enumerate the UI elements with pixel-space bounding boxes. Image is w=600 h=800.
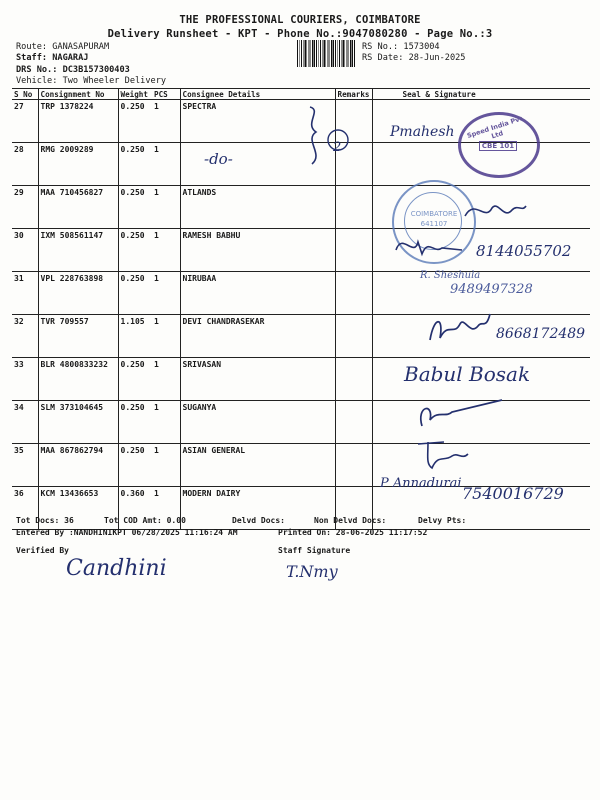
verified-signature: Candhini xyxy=(66,556,167,581)
signature-31-phone: 9489497328 xyxy=(450,282,533,297)
col-sno: S No xyxy=(12,89,38,100)
cell-consignee: ASIAN GENERAL xyxy=(180,444,335,487)
signature-31: R. Sheshula xyxy=(420,270,481,281)
cell-remarks xyxy=(335,272,372,315)
runsheet-subtitle: Delivery Runsheet - KPT - Phone No.:9047080280 - Page No.:3 xyxy=(107,28,493,40)
company-title: THE PROFESSIONAL COURIERS, COIMBATORE xyxy=(179,14,421,26)
cell-pcs: 1 xyxy=(152,315,180,358)
printed-on: Printed On: 28-06-2025 11:17:52 xyxy=(278,528,428,537)
signature-30-scribble xyxy=(392,232,472,262)
verified-by-label: Verified By xyxy=(16,546,69,555)
cell-consignee: NIRUBAA xyxy=(180,272,335,315)
cell-consignee: RAMESH BABHU xyxy=(180,229,335,272)
signature-33: Babul Bosak xyxy=(404,362,531,386)
cell-weight: 1.105 xyxy=(118,315,152,358)
cell-sno: 35 xyxy=(12,444,38,487)
col-pcs: PCS xyxy=(152,89,180,100)
signature-34-scribble xyxy=(412,396,512,432)
cell-consignment: TRP 1378224 xyxy=(38,100,118,143)
cell-consignment: MAA 710456827 xyxy=(38,186,118,229)
cell-pcs: 1 xyxy=(152,444,180,487)
tot-docs: Tot Docs: 36 xyxy=(16,516,74,525)
cell-weight: 0.360 xyxy=(118,487,152,530)
staff-signature: T.Nmy xyxy=(286,562,338,581)
company-seal-city: COIMBATORE xyxy=(410,210,458,218)
table-header-row xyxy=(12,89,590,100)
cell-pcs: 1 xyxy=(152,358,180,401)
cell-weight: 0.250 xyxy=(118,444,152,487)
cell-consignee: DEVI CHANDRASEKAR xyxy=(180,315,335,358)
cell-pcs: 1 xyxy=(152,487,180,530)
cell-pcs: 1 xyxy=(152,186,180,229)
delvd-docs: Delvd Docs: xyxy=(232,516,285,525)
cell-consignee: ATLANDS xyxy=(180,186,335,229)
col-consignee: Consignee Details xyxy=(180,89,335,100)
cell-pcs: 1 xyxy=(152,401,180,444)
cell-remarks xyxy=(335,401,372,444)
cell-weight: 0.250 xyxy=(118,229,152,272)
cell-consignee: SPECTRA xyxy=(180,100,335,143)
cell-remarks xyxy=(335,444,372,487)
col-weight: Weight xyxy=(118,89,152,100)
cell-consignment: MAA 867862794 xyxy=(38,444,118,487)
col-consignment: Consignment No xyxy=(38,89,118,100)
cell-pcs: 1 xyxy=(152,143,180,186)
cell-remarks xyxy=(335,229,372,272)
cell-sno: 27 xyxy=(12,100,38,143)
staff-label: Staff: NAGARAJ xyxy=(16,53,89,63)
cell-sno: 34 xyxy=(12,401,38,444)
cell-sno: 33 xyxy=(12,358,38,401)
signature-30-phone: 8144055702 xyxy=(476,242,572,260)
cell-consignment: BLR 4800833232 xyxy=(38,358,118,401)
ditto-count: 2 xyxy=(333,140,342,155)
cell-sno: 29 xyxy=(12,186,38,229)
cell-weight: 0.250 xyxy=(118,186,152,229)
entered-by: Entered By :NANDHINIKPT 06/28/2025 11:16:24 AM xyxy=(16,528,238,537)
cell-weight: 0.250 xyxy=(118,143,152,186)
tot-cod-amt: Tot COD Amt: 0.00 xyxy=(104,516,186,525)
rs-date-label: RS Date: 28-Jun-2025 xyxy=(362,53,466,63)
route-label: Route: GANASAPURAM xyxy=(16,42,110,52)
delvy-pts: Delvy Pts: xyxy=(418,516,467,525)
ditto-mark: -do- xyxy=(204,150,233,168)
cell-pcs: 1 xyxy=(152,229,180,272)
cell-consignee: SUGANYA xyxy=(180,401,335,444)
cell-consignment: RMG 2009289 xyxy=(38,143,118,186)
cell-weight: 0.250 xyxy=(118,358,152,401)
non-delvd-docs: Non Delvd Docs: xyxy=(314,516,387,525)
cell-consignment: SLM 373104645 xyxy=(38,401,118,444)
signature-32-phone: 8668172489 xyxy=(496,326,586,342)
cell-weight: 0.250 xyxy=(118,272,152,315)
speed-stamp-code: CBE 101 xyxy=(479,141,517,151)
col-seal-signature: Seal & Signature xyxy=(372,89,590,100)
vehicle-label: Vehicle: Two Wheeler Delivery xyxy=(16,76,167,86)
brace-bracket-icon xyxy=(300,102,360,172)
drs-label: DRS No.: DC3B157300403 xyxy=(16,65,130,75)
signature-35-scribble xyxy=(414,436,474,472)
cell-consignment: KCM 13436653 xyxy=(38,487,118,530)
barcode-icon xyxy=(297,40,355,67)
rs-no-label: RS No.: 1573004 xyxy=(362,42,440,52)
signature-36: P Annadurai xyxy=(380,476,462,491)
signature-32-scribble xyxy=(424,310,494,346)
col-remarks: Remarks xyxy=(335,89,372,100)
cell-remarks xyxy=(335,315,372,358)
speed-stamp-text: Speed India Pvt Ltd xyxy=(466,114,524,141)
cell-sno: 30 xyxy=(12,229,38,272)
cell-sno: 31 xyxy=(12,272,38,315)
cell-pcs: 1 xyxy=(152,100,180,143)
cell-remarks xyxy=(335,358,372,401)
cell-consignment: TVR 709557 xyxy=(38,315,118,358)
cell-remarks xyxy=(335,186,372,229)
cell-weight: 0.250 xyxy=(118,100,152,143)
company-seal-pin: 641107 xyxy=(420,220,448,228)
cell-sno: 32 xyxy=(12,315,38,358)
cell-consignment: VPL 228763898 xyxy=(38,272,118,315)
cell-consignee: SRIVASAN xyxy=(180,358,335,401)
signature-29-scribble xyxy=(460,196,530,226)
cell-weight: 0.250 xyxy=(118,401,152,444)
cell-sno: 28 xyxy=(12,143,38,186)
cell-pcs: 1 xyxy=(152,272,180,315)
cell-sno: 36 xyxy=(12,487,38,530)
staff-signature-label: Staff Signature xyxy=(278,546,351,555)
table-row xyxy=(12,444,590,487)
speed-stamp xyxy=(458,112,540,178)
signature-27: Pmahesh xyxy=(390,124,455,140)
cell-consignee: MODERN DAIRY xyxy=(180,487,335,530)
signature-36-phone: 7540016729 xyxy=(462,484,564,503)
cell-consignment: IXM 508561147 xyxy=(38,229,118,272)
